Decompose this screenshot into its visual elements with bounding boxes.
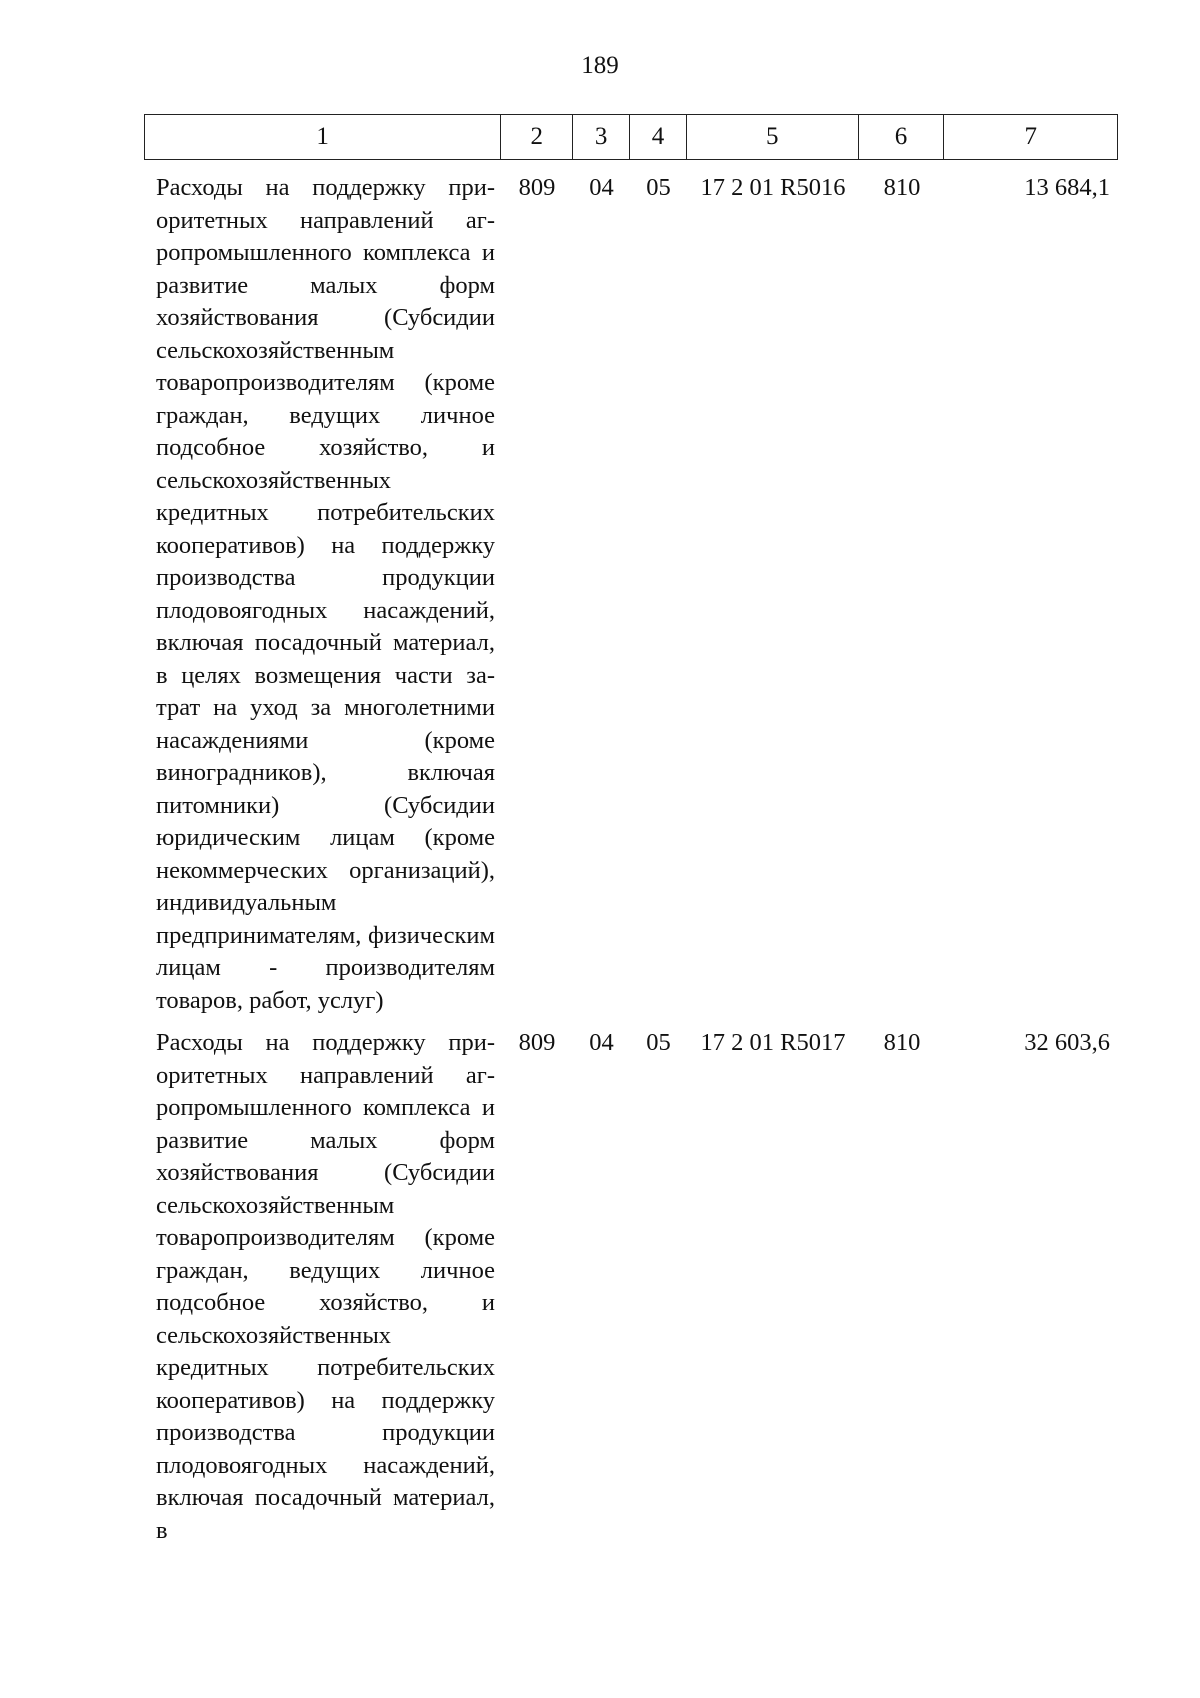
subsection-code: 05	[646, 174, 671, 201]
page-number: 189	[581, 52, 619, 79]
table-row	[144, 172, 1118, 1017]
header-col-5: 5	[687, 115, 859, 159]
header-col-4: 4	[630, 115, 687, 159]
expense-type-code: 810	[883, 174, 921, 201]
ministry-code: 809	[518, 174, 556, 201]
subsection-code: 05	[646, 1029, 671, 1056]
ministry-code: 809	[518, 1029, 556, 1056]
expense-description: Расходы на поддержку приоритетных направлений агропромышленного комплекса и развитие малых форм хозяйствования (Субсидии сельскохозяйственным товаропроизводителям (кроме граждан, ведущих личное подсобное хозяйство, и сельскохозяйственных кредитных потребительских кооперативов) на поддержку производства продукции плодовоягодных насаждений, включая посадочный материал, в целях возмещения части затрат на уход за многолетними насаждениями (кроме виноградников), включая питомники) (Субсидии юридическим лицам (кроме некоммерческих организаций), индивидуальным предпринимателям, физическим лицам - производителям товаров, работ, услуг)	[156, 174, 495, 1014]
expense-description: Расходы на поддержку приоритетных направлений агропромышленного комплекса и развитие малых форм хозяйствования (Субсидии сельскохозяйственным товаропроизводителям (кроме граждан, ведущих личное подсобное хозяйство, и сельскохозяйственных кредитных потребительских кооперативов) на поддержку производства продукции плодовоягодных насаждений, включая посадочный материал, в	[156, 1029, 495, 1544]
target-article-code: 17 2 01 R5016	[700, 174, 846, 201]
header-col-2: 2	[501, 115, 573, 159]
header-col-6: 6	[859, 115, 945, 159]
table-row	[144, 1027, 1118, 1547]
amount: 13 684,1	[1024, 174, 1110, 201]
target-article-code: 17 2 01 R5017	[700, 1029, 846, 1056]
expense-type-code: 810	[883, 1029, 921, 1056]
budget-table	[144, 114, 1118, 1547]
table-header	[144, 114, 1118, 160]
header-col-3: 3	[573, 115, 630, 159]
section-code: 04	[589, 1029, 614, 1056]
amount: 32 603,6	[1024, 1029, 1110, 1056]
header-col-1: 1	[145, 115, 501, 159]
section-code: 04	[589, 174, 614, 201]
header-col-7: 7	[1024, 123, 1037, 150]
